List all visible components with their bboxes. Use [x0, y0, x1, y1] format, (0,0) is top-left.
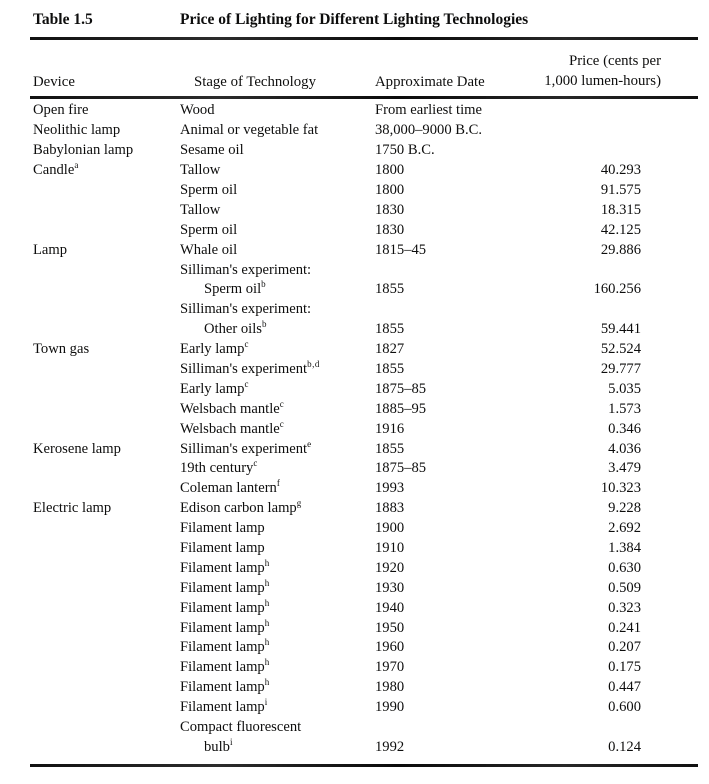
price-cell: 40.293: [600, 162, 641, 179]
stage-cell: Filament lamp$^h$: [180, 617, 270, 636]
price-cell: 18.315: [600, 201, 641, 218]
table-row: [33, 718, 681, 738]
column-headers: [33, 44, 681, 93]
price-cell: 29.777: [600, 361, 641, 378]
table-row: [33, 698, 681, 718]
bottom-rule: [30, 764, 698, 767]
price-cell: 160.256: [593, 281, 641, 298]
price-cell: 1.573: [608, 400, 641, 417]
table-row: [33, 340, 681, 360]
table-row: [33, 678, 681, 698]
table-row: [33, 539, 681, 559]
price-cell: 42.125: [600, 221, 641, 238]
device-cell: [33, 558, 180, 578]
table-row: [33, 558, 681, 578]
device-cell: [33, 419, 180, 439]
date-cell: 1990: [375, 699, 405, 716]
date-cell: 1855: [375, 281, 405, 298]
device-cell: [33, 260, 180, 280]
stage-cell: Sperm oil: [180, 221, 238, 238]
table-row: [33, 479, 681, 499]
date-cell: 1900: [375, 520, 405, 537]
table-number: Table 1.5: [33, 11, 93, 28]
price-cell: 0.207: [608, 639, 641, 656]
price-cell: [520, 101, 681, 121]
date-cell: From earliest time: [375, 102, 482, 119]
price-cell: 52.524: [600, 341, 641, 358]
date-cell: 1885–95: [375, 400, 427, 417]
table-row: [33, 181, 681, 201]
date-cell: 1815–45: [375, 241, 427, 258]
date-cell: 38,000–9000 B.C.: [375, 122, 483, 139]
table-row: [33, 101, 681, 121]
device-cell: Electric lamp: [33, 500, 112, 517]
top-rule: [30, 37, 698, 40]
price-cell: 0.175: [608, 659, 641, 676]
col-header-price-line1: Price (cents per: [568, 53, 661, 69]
price-cell: [520, 121, 681, 141]
stage-cell: Filament lamp: [180, 520, 265, 537]
table-row: [33, 618, 681, 638]
date-cell: 1830: [375, 201, 405, 218]
col-header-device: Device: [33, 74, 75, 90]
table-row: [33, 161, 681, 181]
stage-cell: Compact fluorescent: [180, 719, 302, 736]
price-cell: 5.035: [608, 380, 641, 397]
date-cell: 1830: [375, 221, 405, 238]
device-cell: [33, 598, 180, 618]
device-cell: [33, 678, 180, 698]
date-cell: 1980: [375, 679, 405, 696]
table-row: [33, 439, 681, 459]
date-cell: 1930: [375, 579, 405, 596]
stage-cell: Coleman lantern$^f$: [180, 478, 281, 497]
price-cell: 3.479: [608, 460, 641, 477]
stage-cell: 19th century$^c$: [180, 458, 258, 477]
date-cell: 1855: [375, 440, 405, 457]
device-cell: [33, 698, 180, 718]
stage-cell: Sperm oil$^b$: [204, 279, 267, 298]
date-cell: 1800: [375, 182, 405, 198]
device-cell: [33, 718, 180, 738]
stage-cell: Silliman's experiment:: [180, 261, 312, 278]
stage-cell: Edison carbon lamp$^g$: [180, 498, 302, 517]
price-cell: 0.124: [608, 738, 641, 755]
date-cell: 1993: [375, 480, 405, 497]
device-cell: Candle$^a$: [33, 160, 79, 179]
table-row: [33, 379, 681, 399]
table-row: [33, 419, 681, 439]
device-cell: [33, 360, 180, 380]
col-header-date: Approximate Date: [375, 74, 485, 90]
table-row: [33, 240, 681, 260]
device-cell: [33, 519, 180, 539]
table-row: [33, 459, 681, 479]
device-cell: [33, 220, 180, 240]
table-row: [33, 598, 681, 618]
date-cell: 1855: [375, 361, 405, 378]
stage-cell: Other oils$^b$: [204, 319, 267, 338]
stage-cell: Tallow: [180, 201, 221, 218]
price-cell: 59.441: [600, 321, 641, 338]
table-row: [33, 121, 681, 141]
table-row: [33, 658, 681, 678]
device-cell: [33, 738, 180, 758]
table-row: [33, 280, 681, 300]
header-rule: [30, 96, 698, 99]
date-cell: [375, 300, 520, 320]
table-row: [33, 220, 681, 240]
date-cell: 1883: [375, 500, 405, 517]
stage-cell: Silliman's experiment$^{b,d}$: [180, 359, 320, 378]
stage-cell: bulb$^i$: [204, 737, 233, 755]
stage-cell: Wood: [180, 102, 215, 119]
col-header-price: [520, 52, 681, 93]
date-cell: 1970: [375, 659, 405, 676]
table-row: [33, 499, 681, 519]
stage-cell: Filament lamp$^h$: [180, 657, 270, 676]
device-cell: [33, 181, 180, 201]
table-row: [33, 360, 681, 380]
date-cell: 1855: [375, 321, 405, 338]
date-cell: 1940: [375, 599, 405, 616]
stage-cell: Filament lamp$^i$: [180, 697, 268, 716]
stage-cell: Filament lamp$^h$: [180, 597, 270, 616]
device-cell: [33, 638, 180, 658]
device-cell: [33, 379, 180, 399]
price-cell: 0.600: [608, 699, 641, 716]
price-cell: [520, 718, 681, 738]
stage-cell: Animal or vegetable fat: [180, 122, 319, 139]
device-cell: Lamp: [33, 241, 68, 258]
table-row: [33, 320, 681, 340]
table-row: [33, 578, 681, 598]
table-body: [33, 101, 681, 757]
table-title: Price of Lighting for Different Lighting Technologies: [180, 11, 529, 28]
device-cell: [33, 539, 180, 559]
device-cell: Neolithic lamp: [33, 122, 121, 139]
stage-cell: Welsbach mantle$^c$: [180, 418, 285, 437]
stage-cell: Sperm oil: [180, 182, 238, 198]
device-cell: Open fire: [33, 102, 89, 119]
device-cell: [33, 280, 180, 300]
stage-cell: Silliman's experiment:: [180, 301, 312, 318]
date-cell: 1875–85: [375, 380, 427, 397]
device-cell: [33, 578, 180, 598]
col-header-stage: Stage of Technology: [194, 74, 316, 90]
price-cell: 0.241: [608, 619, 641, 636]
price-cell: 2.692: [608, 520, 641, 537]
table-row: [33, 300, 681, 320]
lighting-price-table: [33, 101, 681, 757]
stage-cell: Tallow: [180, 162, 221, 179]
date-cell: 1827: [375, 341, 405, 358]
stage-cell: Welsbach mantle$^c$: [180, 398, 285, 417]
date-cell: 1920: [375, 559, 405, 576]
price-cell: 0.346: [608, 420, 641, 437]
table-row: [33, 738, 681, 758]
price-cell: [520, 141, 681, 161]
price-cell: 4.036: [608, 440, 641, 457]
table-row: [33, 638, 681, 658]
date-cell: 1800: [375, 162, 405, 179]
date-cell: 1916: [375, 420, 405, 437]
stage-cell: Filament lamp$^h$: [180, 677, 270, 696]
date-cell: 1950: [375, 619, 405, 636]
device-cell: [33, 399, 180, 419]
device-cell: Town gas: [33, 341, 90, 358]
device-cell: [33, 300, 180, 320]
table-row: [33, 260, 681, 280]
stage-cell: Filament lamp$^h$: [180, 637, 270, 656]
device-cell: [33, 618, 180, 638]
stage-cell: Whale oil: [180, 241, 238, 258]
table-row: [33, 399, 681, 419]
date-cell: 1992: [375, 738, 405, 755]
date-cell: 1750 B.C.: [375, 142, 435, 159]
date-cell: 1910: [375, 540, 405, 557]
device-cell: Kerosene lamp: [33, 440, 121, 457]
table-caption: [33, 11, 689, 29]
price-cell: [520, 300, 681, 320]
price-cell: 1.384: [608, 540, 641, 557]
table-row: [33, 200, 681, 220]
device-cell: [33, 200, 180, 220]
table-row: [33, 519, 681, 539]
price-cell: 0.447: [608, 679, 641, 696]
stage-cell: Filament lamp$^h$: [180, 577, 270, 596]
price-cell: 0.630: [608, 559, 641, 576]
price-cell: 29.886: [600, 241, 641, 258]
device-cell: [33, 658, 180, 678]
stage-cell: Filament lamp$^h$: [180, 558, 270, 576]
stage-cell: Sesame oil: [180, 142, 244, 159]
date-cell: [375, 260, 520, 280]
device-cell: [33, 459, 180, 479]
device-cell: [33, 479, 180, 499]
date-cell: [375, 718, 520, 738]
price-cell: [520, 260, 681, 280]
price-cell: 10.323: [600, 480, 641, 497]
price-cell: 9.228: [608, 500, 641, 517]
stage-cell: Silliman's experiment$^e$: [180, 438, 312, 457]
price-cell: 91.575: [600, 182, 641, 198]
price-cell: 0.509: [608, 579, 641, 596]
date-cell: 1960: [375, 639, 405, 656]
col-header-price-line2: 1,000 lumen-hours): [544, 72, 661, 89]
stage-cell: Filament lamp: [180, 540, 265, 557]
table-row: [33, 141, 681, 161]
price-cell: 0.323: [608, 599, 641, 616]
device-cell: [33, 320, 180, 340]
stage-cell: Early lamp$^c$: [180, 339, 249, 358]
date-cell: 1875–85: [375, 460, 427, 477]
stage-cell: Early lamp$^c$: [180, 379, 249, 397]
device-cell: Babylonian lamp: [33, 142, 134, 159]
